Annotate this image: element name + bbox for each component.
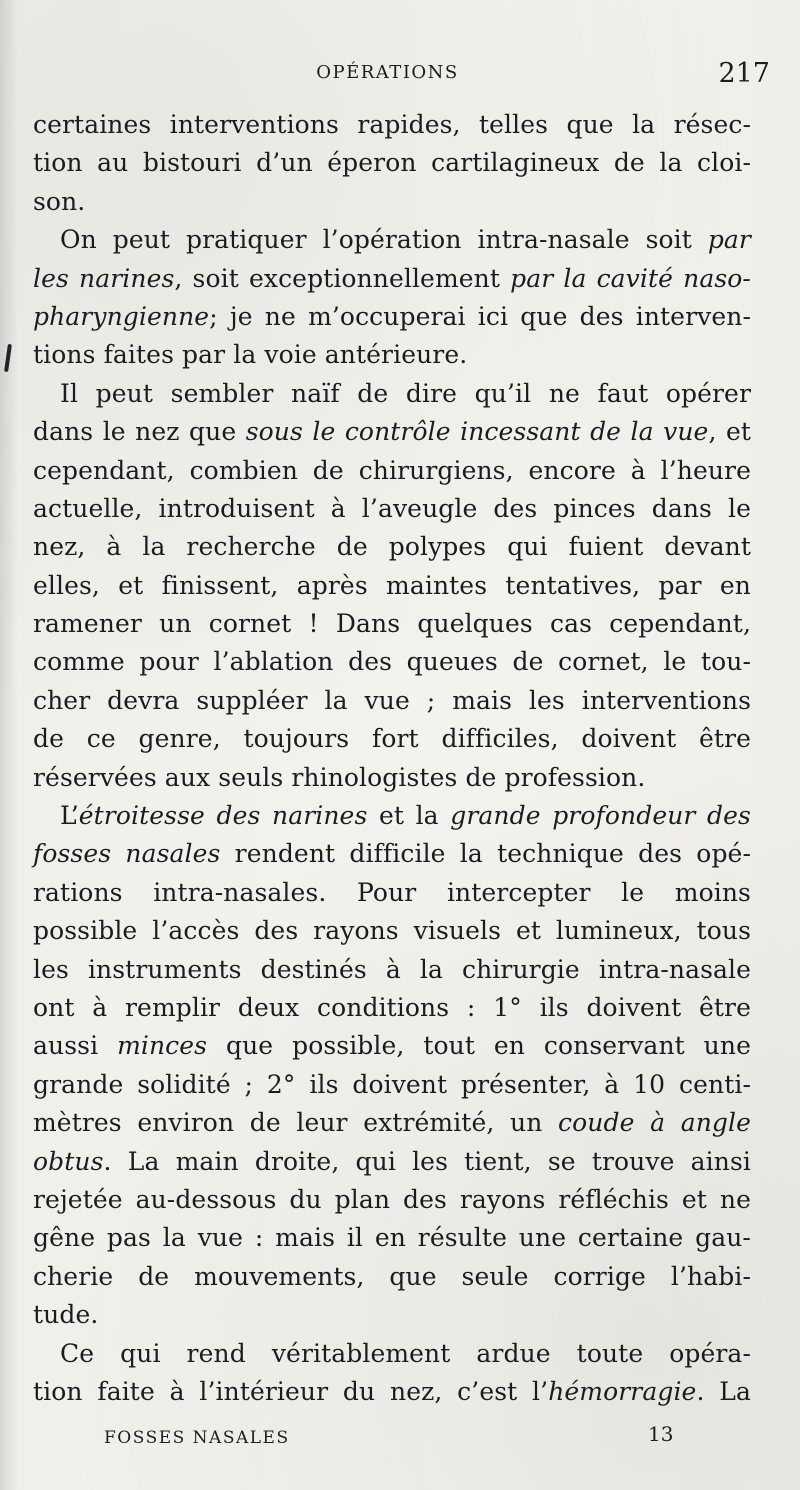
text-line	[33, 835, 751, 873]
text-segment: mètres environ de leur extrémité, un	[33, 1108, 559, 1138]
text-segment: grande solidité ; 2° ils doivent présenter, à 10 centi-	[33, 1069, 751, 1099]
text-segment: , et	[708, 417, 751, 447]
text-line	[33, 106, 751, 144]
text-line	[33, 183, 751, 221]
text-line	[33, 759, 751, 797]
text-line	[33, 1296, 751, 1334]
body-text	[33, 106, 751, 1411]
sheet-number: 13	[648, 1422, 674, 1446]
running-title: OPÉRATIONS	[316, 62, 459, 83]
text-segment: rendent difficile la technique des opé-	[220, 839, 751, 869]
italic-segment: hémorragie	[548, 1376, 697, 1406]
text-segment: gêne pas la vue : mais il en résulte une certaine gau-	[33, 1223, 751, 1253]
text-segment: cherie de mouvements, que seule corrige l’habi-	[33, 1261, 751, 1291]
text-line	[33, 1143, 751, 1181]
text-segment: ramener un cornet ! Dans quelques cas cependant,	[33, 609, 751, 639]
text-segment: dans le nez que	[33, 417, 246, 447]
italic-segment: par la cavité naso-	[510, 263, 751, 293]
text-line	[33, 260, 751, 298]
text-line	[33, 490, 751, 528]
text-segment: possible l’accès des rayons visuels et lumineux, tous	[33, 916, 751, 946]
text-line	[33, 1258, 751, 1296]
text-segment: les instruments destinés à la chirurgie intra-nasale	[33, 954, 751, 984]
text-line	[33, 1219, 751, 1257]
italic-segment: sous le contrôle incessant de la vue	[245, 417, 709, 447]
text-line	[33, 144, 751, 182]
text-segment: tions faites par la voie antérieure.	[33, 340, 468, 370]
italic-segment: par	[707, 225, 751, 255]
text-line	[33, 567, 751, 605]
text-segment: certaines interventions rapides, telles que la résec-	[33, 110, 751, 139]
text-segment: rejetée au-dessous du plan des rayons réfléchis et ne	[33, 1184, 751, 1214]
text-segment: Il peut sembler naïf de dire qu’il ne faut opérer	[60, 378, 751, 408]
text-line	[33, 682, 751, 720]
text-segment: de ce genre, toujours fort difficiles, doivent être	[33, 724, 751, 754]
text-line	[33, 375, 751, 413]
text-segment: aussi	[33, 1031, 118, 1061]
italic-segment: obtus	[33, 1146, 104, 1176]
text-line	[33, 1066, 751, 1104]
italic-segment: les narines	[33, 263, 175, 293]
text-segment: On peut pratiquer l’opération intra-nasale soit	[60, 225, 708, 255]
text-segment: . La main droite, qui les tient, se trouve ainsi	[103, 1146, 751, 1176]
text-line	[33, 643, 751, 681]
page-number: 217	[718, 58, 770, 89]
text-segment: , soit exceptionnellement	[174, 263, 511, 293]
text-segment: ont à remplir deux conditions : 1° ils doivent être	[33, 992, 751, 1022]
text-line	[33, 336, 751, 374]
text-segment: que possible, tout en conservant une	[207, 1031, 751, 1061]
text-line	[33, 221, 751, 259]
text-segment: L’	[60, 801, 79, 831]
text-segment: comme pour l’ablation des queues de cornet, le tou-	[33, 647, 751, 677]
text-segment: tion faite à l’intérieur du nez, c’est l’	[33, 1376, 549, 1406]
text-line	[33, 874, 751, 912]
text-line	[33, 951, 751, 989]
text-segment: et la	[367, 801, 451, 831]
text-line	[33, 912, 751, 950]
margin-mark	[4, 344, 12, 372]
italic-segment: coude à angle	[558, 1108, 751, 1138]
italic-segment: étroitesse des narines	[78, 801, 368, 831]
text-line	[33, 1335, 751, 1373]
text-segment: réservées aux seuls rhinologistes de profession.	[33, 762, 646, 792]
text-line	[33, 605, 751, 643]
text-line	[33, 452, 751, 490]
text-segment: tude.	[33, 1300, 99, 1330]
text-segment: nez, à la recherche de polypes qui fuient devant	[33, 532, 751, 562]
signature-mark: FOSSES NASALES	[104, 1428, 290, 1448]
text-segment: elles, et finissent, après maintes tentatives, par en	[33, 570, 751, 600]
text-line	[33, 1104, 751, 1142]
text-line	[33, 298, 751, 336]
text-line	[33, 989, 751, 1027]
text-line	[33, 1181, 751, 1219]
text-segment: actuelle, introduisent à l’aveugle des pinces dans le	[33, 493, 751, 523]
text-segment: son.	[33, 186, 86, 216]
text-segment: tion au bistouri d’un éperon cartilagineux de la cloi-	[33, 148, 751, 178]
text-segment: rations intra-nasales. Pour intercepter le moins	[33, 877, 751, 907]
text-line	[33, 1373, 751, 1411]
text-segment: Ce qui rend véritablement ardue toute opéra-	[60, 1338, 751, 1368]
text-segment: cher devra suppléer la vue ; mais les interventions	[33, 685, 751, 715]
text-line	[33, 797, 751, 835]
text-line	[33, 720, 751, 758]
text-segment: ; je ne m’occuperai ici que des interven-	[209, 301, 751, 331]
text-segment: cependant, combien de chirurgiens, encore à l’heure	[33, 455, 751, 485]
text-line	[33, 413, 751, 451]
text-line	[33, 528, 751, 566]
page-footer	[0, 1422, 800, 1450]
italic-segment: minces	[117, 1031, 208, 1061]
text-line	[33, 1027, 751, 1065]
italic-segment: fosses nasales	[33, 839, 221, 869]
italic-segment: pharyngienne	[33, 301, 210, 331]
text-segment: . La	[696, 1376, 751, 1406]
running-head	[0, 58, 800, 90]
italic-segment: grande profondeur des	[450, 801, 751, 831]
